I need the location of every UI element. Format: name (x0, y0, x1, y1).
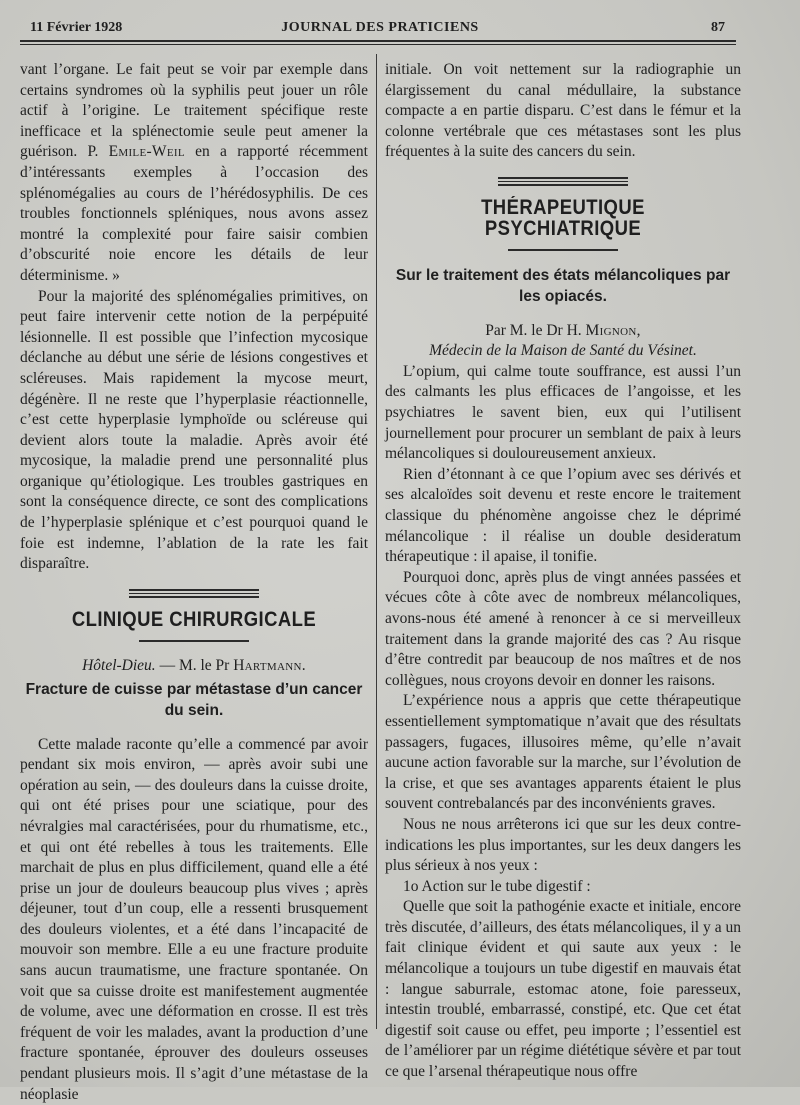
section-title: THÉRAPEUTIQUE PSYCHIATRIQUE (481, 195, 645, 240)
title-rule (508, 249, 618, 251)
author-name: Mignon, (585, 321, 641, 339)
column-divider (376, 54, 377, 1029)
byline-prefix: — M. le Pr (155, 656, 234, 674)
paragraph-text: en a rapporté récemment d’intéressants exemples à l’occasion des splénomégalies au cours de l’hérédosyphilis. De ces troubles fonctionnels spléniques, nous avons assez montré la complexité pour faire saisir combien d’obscurité noie encore les détails de leur déterminisme. » (20, 143, 368, 284)
byline (20, 656, 368, 677)
paragraph (20, 60, 368, 287)
left-column (20, 60, 368, 1105)
section-ornament (498, 177, 628, 186)
page-number: 87 (711, 20, 725, 35)
paragraph: L’expérience nous a appris que cette thérapeutique essentiellement symptomatique n’avait que des résultats passagers, fugaces, illusoires même, qu’elle n’avait aucune action favorable sur la marche, sur l’évolution de la crise, et que ses avantages apparents étaient le plus souvent contrebalancés par des inconvénients graves. (385, 692, 741, 813)
affiliation: Médecin de la Maison de Santé du Vésinet. (429, 342, 697, 360)
author-name: Emile-Weil (108, 143, 185, 161)
right-column (385, 60, 741, 1083)
title-rule (139, 640, 249, 642)
paragraph: Pour la majorité des splénomégalies primitives, on peut faire intervenir cette notion de la perpépuité lésionnelle. Il est possible que l’infection mycosique déclanche au début une série de lésions congestives et scléreuses. Mais rapidement la mycose meurt, dégénère. Il ne reste que l’hyperplasie réactionnelle, c’est cette hyperplasie lymphoïde ou scléreuse qui devient alors toute la maladie. Après avoir été mycosique, la maladie prend une personnalité plus organique qu’étiologique. Les troubles gastriques en sont la conséquence directe, ce sont des complications de l’hyperplasie splénique et c’est pourquoi quand le foie est indemne, l’ablation de la rate les fait disparaître. (20, 287, 368, 573)
header-rule-thin (20, 44, 736, 45)
byline-place: Hôtel-Dieu. (82, 656, 156, 674)
paragraph: Rien d’étonnant à ce que l’opium avec ses dérivés et ses alcaloïdes soit devenu et reste encore le traitement classique du phénomène angoisse chez le déprimé mélancolique : il réalise un double desideratum thérapeutique : il apaise, il tonifie. (385, 465, 741, 566)
paragraph: L’opium, qui calme toute souffrance, est aussi l’un des calmants les plus efficaces de l’angoisse, et les psychiatres le savent bien, eux qui l’utilisent journellement pour procurer un semblant de paix à leurs mélancoliques si douloureusement anxieux. (385, 362, 741, 463)
section-title: CLINIQUE CHIRURGICALE (71, 607, 317, 631)
article-title: Fracture de cuisse par métastase d’un cancer du sein. (25, 680, 363, 719)
subheading: 1o Action sur le tube digestif : (403, 877, 591, 895)
author-line (385, 321, 741, 342)
section-ornament (129, 589, 259, 598)
header-date: 11 Février 1928 (30, 20, 123, 35)
article-title: Sur le traitement des états mélancoliques par les opiacés. (395, 266, 731, 305)
byline-name: Hartmann. (233, 656, 306, 674)
paragraph: Cette malade raconte qu’elle a commencé par avoir pendant six mois environ, — après avoir subi une opération au sein, — des douleurs dans la cuisse droite, qui ont été prises pour une sciatique, pour des névralgies mal caractérisées, pour du rhumatisme, etc., et qui ont été rebelles à tous les traitements. Elle marchait de plus en plus difficilement, quand elle a été prise un jour de douleurs beaucoup plus vives ; après déjeuner, tout d’un coup, elle a ressenti brusquement des douleurs violentes, et a été dans l’incapacité de mouvoir son membre. Elle a eu une fracture produite sans aucun traumatisme, une fracture spontanée. On voit que sa cuisse droite est manifestement augmentée de volume, avec une déformation en crosse. Il est très fréquent de voir les malades, avant la production d’une fracture spontanée, éprouver des douleurs osseuses pendant plusieurs mois. Il s’agit d’une métastase de la néoplasie (20, 735, 368, 1103)
paragraph: Pourquoi donc, après plus de vingt années passées et vécues côte à côte avec de nombreux mélancoliques, avons-nous été amené à renoncer à ce si merveilleux traitement dans la grande majorité des cas ? Au risque d’être contredit par beaucoup de nos maîtres et de nos collègues, nous croyons devoir en donner les raisons. (385, 568, 741, 689)
paragraph: Nous ne nous arrêterons ici que sur les deux contre-indications les plus importantes, sur les deux dangers les plus sérieux à nos yeux : (385, 815, 741, 875)
journal-title: JOURNAL DES PRATICIENS (281, 20, 479, 35)
page-header (30, 18, 730, 38)
header-rule (20, 40, 736, 42)
paragraph-text: vant l’organe. Le fait peut se voir par exemple dans certains syndromes où la syphilis peut jouer un rôle actif à l’origine. Le traitement spécifique reste inefficace et la splénectomie seule peut amener la guérison. P. (20, 61, 368, 161)
paragraph: Quelle que soit la pathogénie exacte et initiale, encore très discutée, d’ailleurs, des états mélancoliques, il y a un fait clinique évident et qui saute aux yeux : le mélancolique a toujours un tube digestif en mauvais état : langue saburrale, estomac atone, foie paresseux, intestin troublé, embarrassé, constipé, etc. Que cet état digestif soit cause ou effet, peu importe ; l’essentiel est de l’améliorer par un régime diététique sévère et par tout ce que l’arsenal thérapeutique nous offre (385, 898, 741, 1081)
paragraph: initiale. On voit nettement sur la radiographie un élargissement du canal médullaire, la substance compacte a en partie disparu. C’est dans le fémur et la colonne vertébrale que ces métastases sont les plus fréquentes à la suite des cancers du sein. (385, 61, 741, 161)
author-prefix: Par M. le Dr H. (485, 321, 586, 339)
